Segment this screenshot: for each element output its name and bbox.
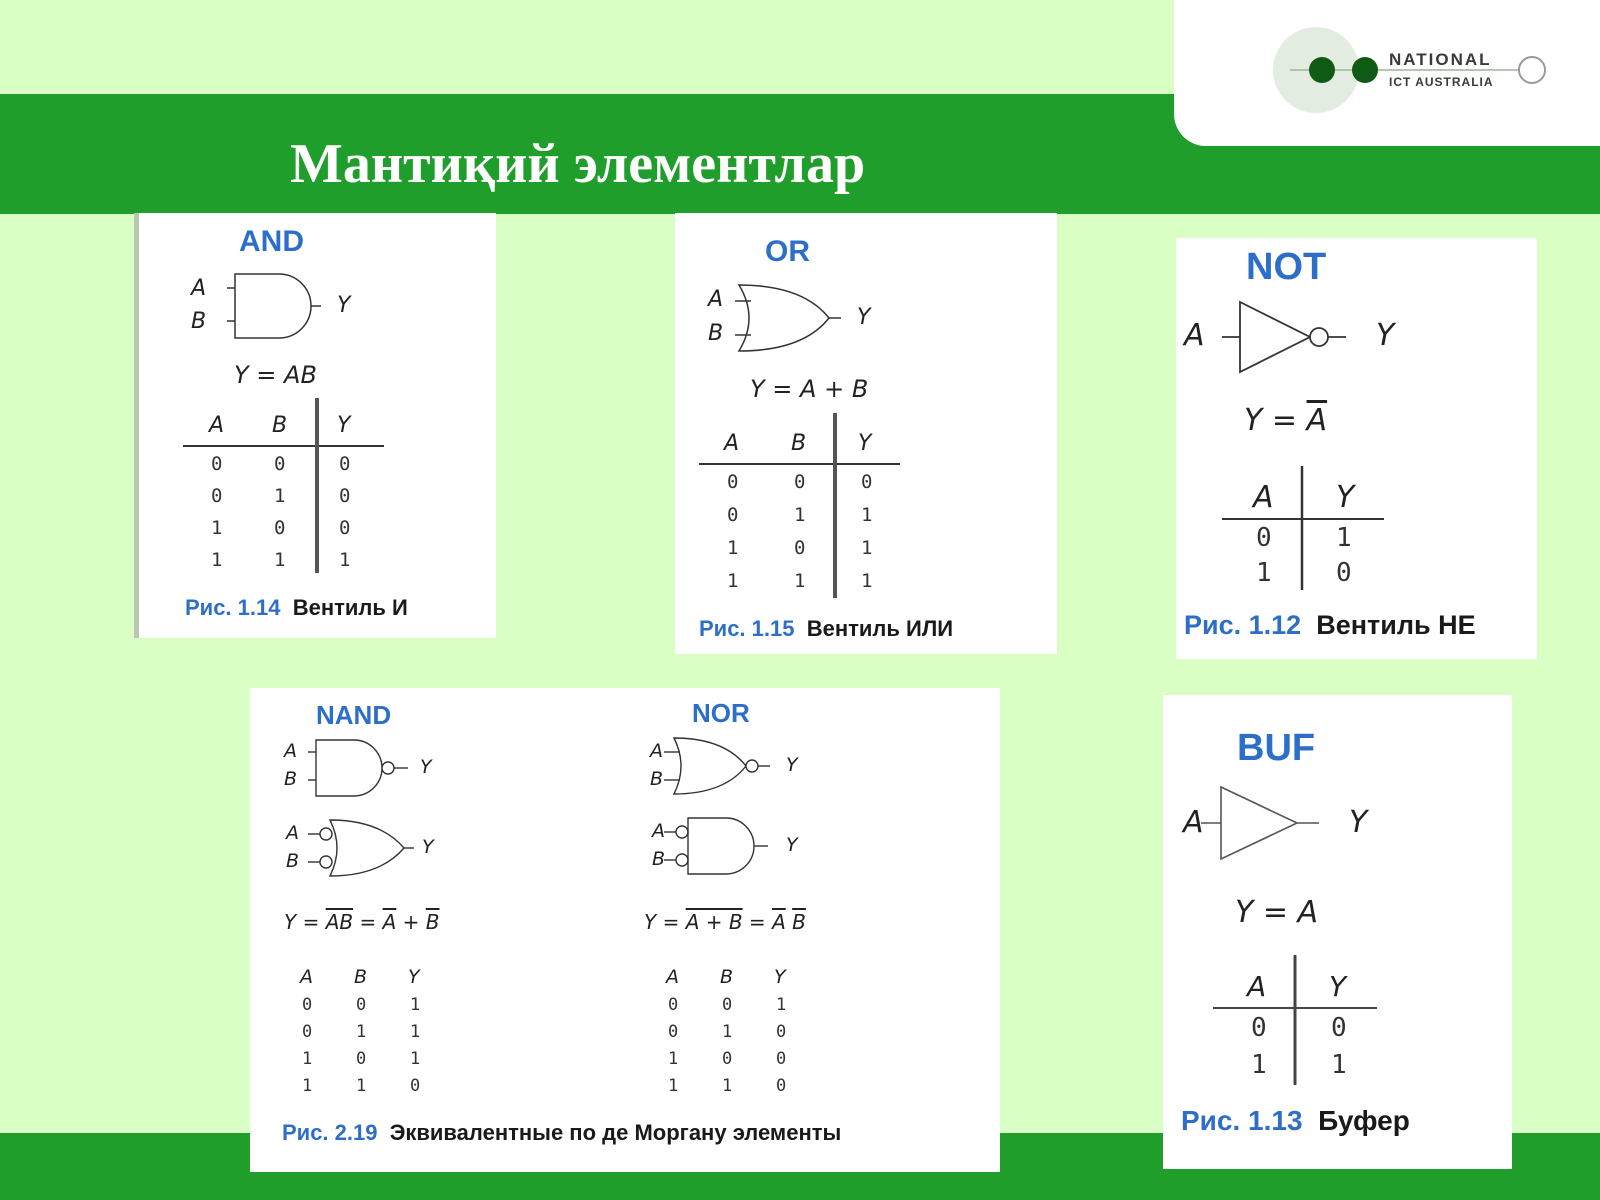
- nand-cell-0-2: 1: [410, 995, 421, 1015]
- nor-input-b-label: B: [650, 768, 664, 790]
- nor-header-y: Y: [774, 966, 786, 988]
- not-cell-1-1: 0: [1336, 558, 1352, 588]
- not-formula-lhs: Y =: [1244, 403, 1307, 438]
- not-header-a: A: [1253, 480, 1274, 515]
- not-formula-rhs: $\overline{A}$: [1306, 403, 1328, 438]
- nand-formula-ov2: $\overline{A}$: [382, 910, 397, 934]
- demorgan-caption-text: Эквивалентные по де Моргану элементы: [389, 1120, 842, 1145]
- not-output-y-label: Y: [1376, 318, 1395, 353]
- nand-cell-0-1: 0: [356, 995, 367, 1015]
- nand-input-a-label: A: [284, 740, 297, 762]
- or-panel: [675, 213, 1057, 654]
- not-cell-0-1: 1: [1336, 523, 1352, 553]
- buf-caption-text: Буфер: [1318, 1105, 1410, 1136]
- and-caption: [185, 595, 408, 621]
- and-cell-0-1: 0: [274, 453, 286, 475]
- nand-header-y: Y: [408, 966, 420, 988]
- nor-cell-3-0: 1: [668, 1076, 679, 1096]
- not-header-y: Y: [1336, 480, 1355, 515]
- nand-cell-3-1: 1: [356, 1076, 367, 1096]
- and-header-y: Y: [337, 413, 351, 438]
- buf-cell-0-0: 0: [1251, 1013, 1267, 1043]
- and-caption-text: Вентиль И: [292, 595, 408, 620]
- nand-formula-ov3: $\overline{B}$: [425, 910, 440, 934]
- buf-cell-0-1: 0: [1331, 1013, 1347, 1043]
- nand-cell-0-0: 0: [302, 995, 313, 1015]
- nor-cell-1-0: 0: [668, 1022, 679, 1042]
- nand-cell-3-2: 0: [410, 1076, 421, 1096]
- nor-and-input-b-label: B: [652, 848, 666, 870]
- nand-cell-2-1: 0: [356, 1049, 367, 1069]
- nor-formula: [644, 910, 806, 934]
- or-cell-1-1: 1: [794, 504, 806, 526]
- and-cell-1-2: 0: [339, 485, 351, 507]
- not-caption-num: Рис. 1.12: [1184, 610, 1302, 640]
- and-cell-1-1: 1: [274, 485, 286, 507]
- or-caption-num: Рис. 1.15: [699, 616, 795, 641]
- nor-formula-mid: =: [742, 910, 773, 934]
- nand-cell-2-2: 1: [410, 1049, 421, 1069]
- not-caption-text: Вентиль НЕ: [1316, 610, 1476, 640]
- or-caption-text: Вентиль ИЛИ: [806, 616, 954, 641]
- or-cell-1-0: 0: [727, 504, 739, 526]
- nor-gate-icon: [654, 736, 804, 800]
- nor-input-a-label: A: [650, 740, 663, 762]
- not-table-lines: [1176, 238, 1537, 659]
- nand-cell-3-0: 1: [302, 1076, 313, 1096]
- buf-title: BUF: [1237, 727, 1316, 769]
- nor-header-a: A: [666, 966, 679, 988]
- nand-input-b-label: B: [284, 768, 298, 790]
- and-title: AND: [239, 225, 304, 258]
- and-formula-rhs: AB: [284, 361, 317, 389]
- or-cell-0-1: 0: [794, 471, 806, 493]
- nand-cell-2-0: 1: [302, 1049, 313, 1069]
- nand-or-output-y-label: Y: [422, 836, 434, 858]
- buf-input-a-label: A: [1183, 805, 1204, 840]
- and-cell-2-2: 0: [339, 517, 351, 539]
- or-input-b-label: B: [708, 321, 724, 346]
- nor-title: NOR: [692, 698, 750, 728]
- or-formula-lhs: Y =: [750, 375, 801, 403]
- nand-output-y-label: Y: [420, 756, 432, 778]
- nand-formula: [284, 910, 440, 934]
- buf-output-y-label: Y: [1349, 805, 1368, 840]
- not-caption: [1184, 610, 1476, 641]
- or-title: OR: [765, 235, 810, 268]
- buf-formula-lhs: Y =: [1235, 895, 1298, 930]
- or-cell-3-2: 1: [861, 570, 873, 592]
- or-cell-2-2: 1: [861, 537, 873, 559]
- and-cell-3-2: 1: [339, 549, 351, 571]
- demorgan-caption: [282, 1120, 841, 1146]
- or-cell-0-0: 0: [727, 471, 739, 493]
- demorgan-caption-num: Рис. 2.19: [282, 1120, 378, 1145]
- not-title: NOT: [1246, 246, 1327, 288]
- nicta-logo-icon: [1270, 22, 1550, 122]
- buf-header-a: A: [1247, 970, 1267, 1003]
- nor-and-input-a-label: A: [652, 820, 665, 842]
- page-title: Мантиқий элементлар: [290, 133, 866, 195]
- nor-formula-lhs: Y =: [644, 910, 686, 934]
- nand-cell-1-2: 1: [410, 1022, 421, 1042]
- nor-and-equiv-icon: [654, 816, 804, 880]
- and-table-lines: [139, 213, 496, 638]
- or-header-b: B: [791, 431, 807, 456]
- and-cell-3-0: 1: [211, 549, 223, 571]
- nand-title: NAND: [316, 700, 392, 730]
- logo-line1: NATIONAL: [1389, 50, 1492, 69]
- or-cell-0-2: 0: [861, 471, 873, 493]
- nand-or-input-a-label: A: [286, 822, 299, 844]
- buf-header-y: Y: [1329, 970, 1347, 1003]
- nand-formula-lhs: Y =: [284, 910, 326, 934]
- and-input-a-label: A: [191, 276, 207, 301]
- or-cell-1-2: 1: [861, 504, 873, 526]
- or-output-y-label: Y: [857, 305, 871, 330]
- buf-caption-num: Рис. 1.13: [1181, 1105, 1303, 1136]
- buf-table-lines: [1163, 695, 1512, 1169]
- nor-formula-ov2: $\overline{A}$: [772, 910, 786, 934]
- and-header-b: B: [272, 413, 288, 438]
- buf-cell-1-1: 1: [1331, 1050, 1347, 1080]
- buf-caption: [1181, 1105, 1410, 1137]
- and-output-y-label: Y: [337, 293, 351, 318]
- or-formula-rhs: A + B: [800, 375, 869, 403]
- nor-cell-0-2: 1: [776, 995, 787, 1015]
- and-input-b-label: B: [191, 309, 207, 334]
- nand-cell-1-0: 0: [302, 1022, 313, 1042]
- nor-cell-1-2: 0: [776, 1022, 787, 1042]
- nor-cell-3-1: 1: [722, 1076, 733, 1096]
- nor-cell-0-0: 0: [668, 995, 679, 1015]
- buf-cell-1-0: 1: [1251, 1050, 1267, 1080]
- or-cell-2-0: 1: [727, 537, 739, 559]
- nand-formula-ov1: $\overline{AB}$: [325, 910, 354, 934]
- and-panel: [134, 213, 496, 638]
- and-cell-1-0: 0: [211, 485, 223, 507]
- not-input-a-label: A: [1184, 318, 1205, 353]
- buf-panel: [1163, 695, 1512, 1169]
- buf-formula-rhs: A: [1297, 895, 1319, 930]
- nor-cell-3-2: 0: [776, 1076, 787, 1096]
- and-cell-0-0: 0: [211, 453, 223, 475]
- and-caption-num: Рис. 1.14: [185, 595, 281, 620]
- nor-formula-ov1: A + B: [685, 910, 743, 934]
- and-header-a: A: [209, 413, 225, 438]
- nor-header-b: B: [720, 966, 734, 988]
- nor-cell-2-1: 0: [722, 1049, 733, 1069]
- logo-line2: ICT AUSTRALIA: [1389, 75, 1494, 89]
- nor-cell-1-1: 1: [722, 1022, 733, 1042]
- nor-cell-0-1: 0: [722, 995, 733, 1015]
- not-cell-1-0: 1: [1256, 558, 1272, 588]
- nand-or-input-b-label: B: [286, 850, 300, 872]
- or-cell-3-0: 1: [727, 570, 739, 592]
- nand-cell-1-1: 1: [356, 1022, 367, 1042]
- not-panel: [1176, 238, 1537, 659]
- or-header-y: Y: [858, 431, 872, 456]
- or-caption: [699, 616, 953, 642]
- not-cell-0-0: 0: [1256, 523, 1272, 553]
- nor-formula-ov3: $\overline{B}$: [792, 910, 806, 934]
- nor-cell-2-0: 1: [668, 1049, 679, 1069]
- nor-output-y-label: Y: [786, 754, 798, 776]
- and-cell-3-1: 1: [274, 549, 286, 571]
- demorgan-panel: [250, 688, 1000, 1172]
- and-formula-lhs: Y =: [234, 361, 285, 389]
- or-cell-2-1: 0: [794, 537, 806, 559]
- and-cell-2-1: 0: [274, 517, 286, 539]
- nand-header-b: B: [354, 966, 368, 988]
- nor-cell-2-2: 0: [776, 1049, 787, 1069]
- or-header-a: A: [724, 431, 740, 456]
- or-cell-3-1: 1: [794, 570, 806, 592]
- and-cell-2-0: 1: [211, 517, 223, 539]
- or-input-a-label: A: [708, 287, 724, 312]
- nand-formula-mid: =: [353, 910, 383, 934]
- nand-header-a: A: [300, 966, 313, 988]
- nand-formula-plus: +: [396, 910, 426, 934]
- nor-and-output-y-label: Y: [786, 834, 798, 856]
- and-cell-0-2: 0: [339, 453, 351, 475]
